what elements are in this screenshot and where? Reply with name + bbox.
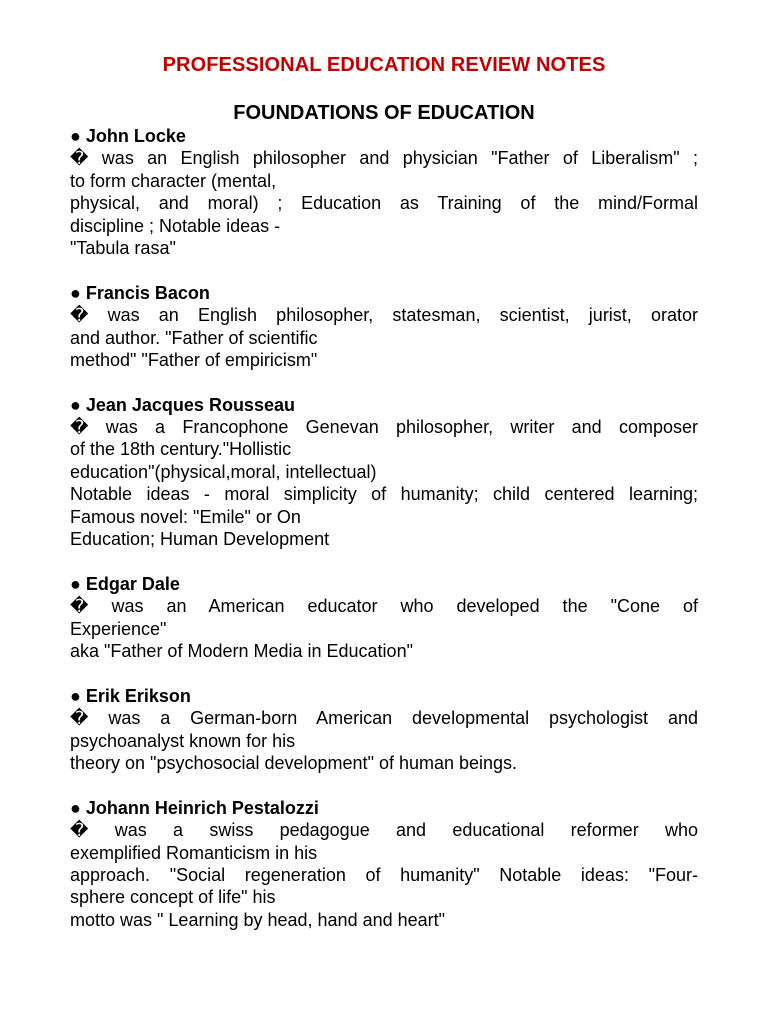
entry-heading: ● Francis Bacon — [70, 282, 210, 303]
entry-text-line: Education; Human Development — [70, 529, 330, 550]
entry-johann-heinrich-pestalozzi — [70, 797, 698, 931]
entry-john-locke — [70, 125, 698, 259]
entry-text-line: psychoanalyst known for his — [70, 730, 296, 751]
entry-text-line: � was a Francophone Genevan philosopher, writer and composer — [70, 417, 698, 438]
entry-text-line: theory on "psychosocial development" of human beings. — [70, 752, 518, 773]
entry-text-line: � was an English philosopher and physician "Father of Liberalism" ; — [70, 148, 698, 169]
entry-text-line: � was a German-born American developmental psychologist and — [70, 708, 698, 729]
document-title: PROFESSIONAL EDUCATION REVIEW NOTES — [162, 54, 606, 76]
entry-text-line: � was an English philosopher, statesman, scientist, jurist, orator — [70, 305, 698, 326]
entry-list — [70, 125, 698, 953]
entry-francis-bacon — [70, 282, 698, 372]
entry-text-line: � was an American educator who developed the "Cone of — [70, 596, 698, 617]
entry-heading: ● Jean Jacques Rousseau — [70, 394, 295, 415]
entry-text-line: education"(physical,moral, intellectual) — [70, 461, 377, 482]
entry-text-line: motto was " Learning by head, hand and heart" — [70, 909, 446, 930]
entry-heading: ● Edgar Dale — [70, 573, 180, 594]
entry-text-line: and author. "Father of scientific — [70, 327, 318, 348]
entry-erik-erikson — [70, 685, 698, 775]
entry-edgar-dale — [70, 573, 698, 663]
entry-text-line: exemplified Romanticism in his — [70, 842, 318, 863]
entry-text-line: method" "Father of empiricism" — [70, 349, 318, 370]
entry-text-line: Famous novel: "Emile" or On — [70, 506, 301, 527]
entry-text-line: discipline ; Notable ideas - — [70, 215, 281, 236]
entry-text-line: sphere concept of life" his — [70, 887, 276, 908]
entry-heading: ● Erik Erikson — [70, 685, 191, 706]
entry-text-line: aka "Father of Modern Media in Education" — [70, 640, 413, 661]
entry-text-line: Notable ideas - moral simplicity of humanity; child centered learning; — [70, 484, 698, 505]
entry-text-line: to form character (mental, — [70, 170, 277, 191]
entry-heading: ● John Locke — [70, 126, 186, 146]
entry-jean-jacques-rousseau — [70, 394, 698, 551]
entry-heading: ● Johann Heinrich Pestalozzi — [70, 797, 319, 818]
entry-text-line: approach. "Social regeneration of humanity" Notable ideas: "Four- — [70, 864, 698, 885]
entry-text-line: � was a swiss pedagogue and educational reformer who — [70, 820, 698, 841]
entry-text-line: physical, and moral) ; Education as Training of the mind/Formal — [70, 193, 698, 214]
section-title: FOUNDATIONS OF EDUCATION — [233, 102, 535, 124]
entry-text-line: "Tabula rasa" — [70, 237, 176, 258]
entry-text-line: of the 18th century."Hollistic — [70, 439, 292, 460]
entry-text-line: Experience" — [70, 618, 167, 639]
